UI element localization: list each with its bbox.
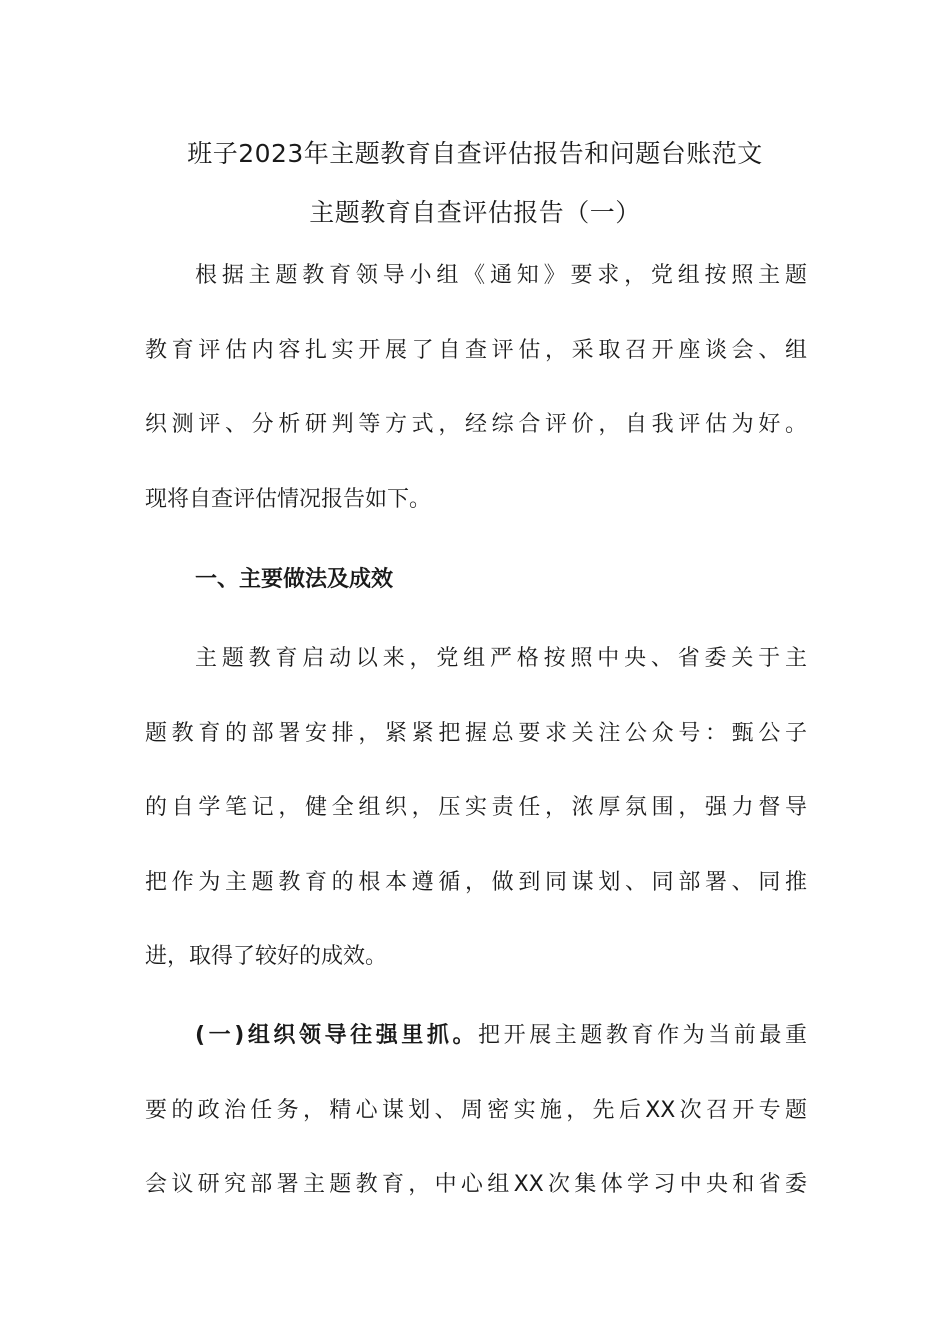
paragraph-line: 题教育的部署安排，紧紧把握总要求关注公众号：甄公子 [145, 721, 807, 746]
paragraph-line: 现将自查评估情况报告如下。 [145, 487, 432, 512]
paragraph-line: 要的政治任务，精心谋划、周密实施，先后XX次召开专题 [145, 1098, 807, 1123]
paragraph-line: 把作为主题教育的根本遵循，做到同谋划、同部署、同推 [145, 870, 807, 895]
paragraph-text: 把开展主题教育作为当前最重 [478, 1023, 807, 1048]
paragraph-line: 根据主题教育领导小组《通知》要求，党组按照主题 [195, 263, 807, 288]
paragraph-line: 织测评、分析研判等方式，经综合评价，自我评估为好。 [145, 412, 807, 437]
paragraph-line-with-lead [195, 1021, 807, 1051]
paragraph-line: 的自学笔记，健全组织，压实责任，浓厚氛围，强力督导 [145, 795, 807, 820]
document-subtitle: 主题教育自查评估报告（一） [309, 198, 641, 227]
document-title: 班子2023年主题教育自查评估报告和问题台账范文 [187, 139, 763, 168]
paragraph-line: 会议研究部署主题教育，中心组XX次集体学习中央和省委 [145, 1172, 807, 1197]
subsection-heading: (一)组织领导往强里抓。 [195, 1023, 479, 1048]
paragraph-line: 进，取得了较好的成效。 [145, 944, 388, 969]
paragraph-line: 教育评估内容扎实开展了自查评估，采取召开座谈会、组 [145, 338, 807, 363]
paragraph-line: 主题教育启动以来，党组严格按照中央、省委关于主 [195, 646, 807, 671]
section-heading: 一、主要做法及成效 [195, 567, 394, 592]
